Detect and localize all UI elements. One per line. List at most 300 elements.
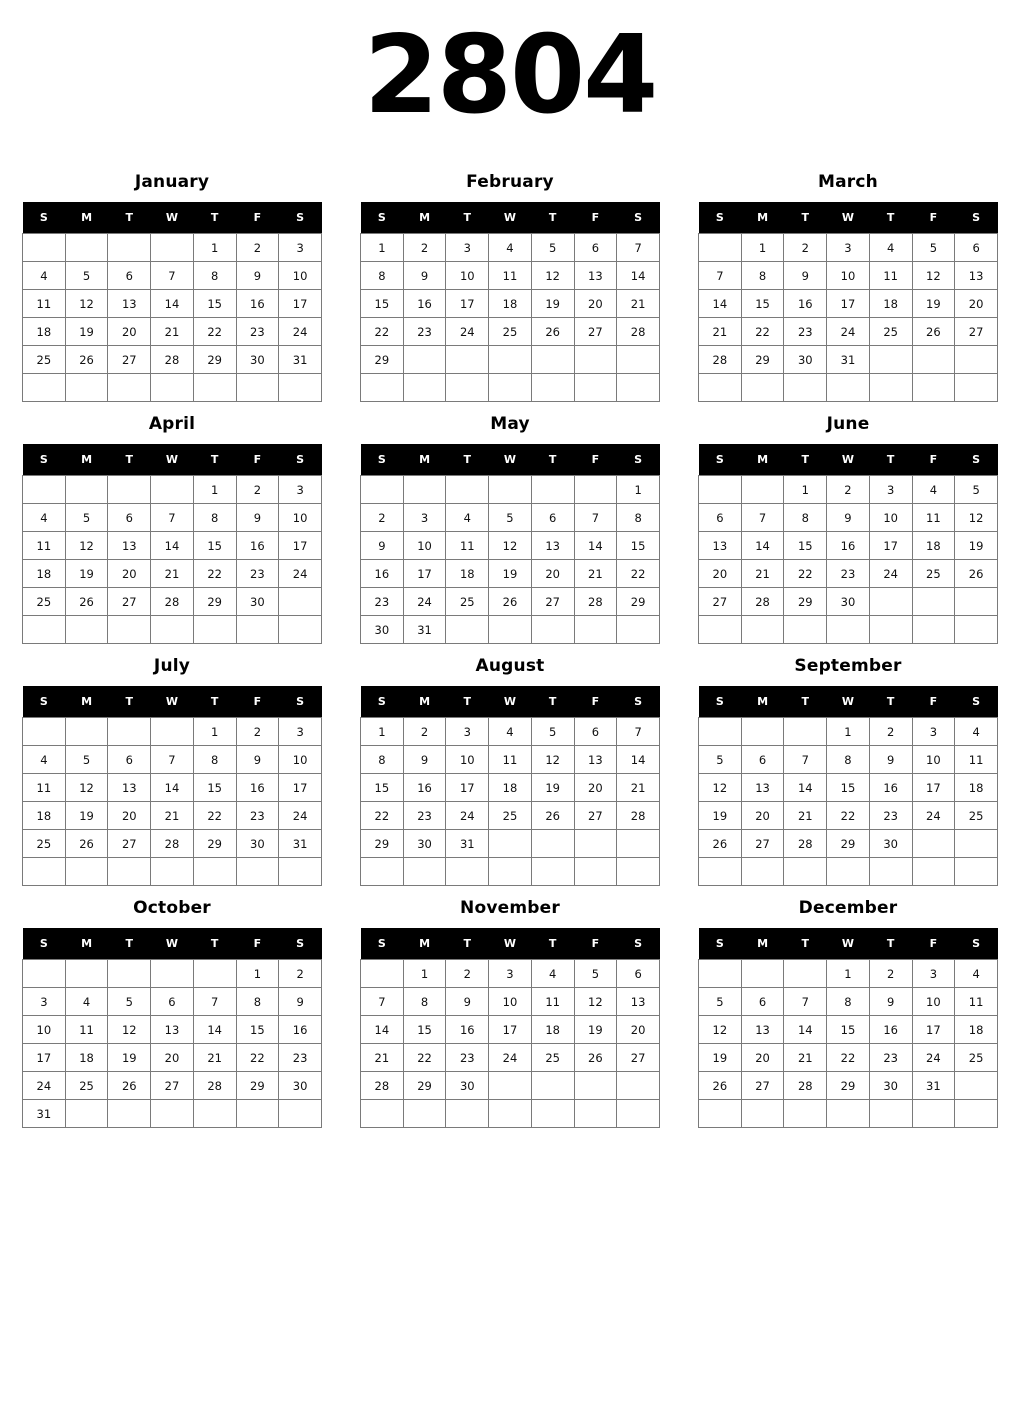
day-cell[interactable]: 21 [361,1044,404,1072]
day-cell[interactable]: 25 [23,588,66,616]
day-cell[interactable]: 15 [193,290,236,318]
day-cell[interactable]: 20 [955,290,998,318]
day-cell[interactable]: 6 [108,504,151,532]
day-cell[interactable]: 10 [446,262,489,290]
day-cell[interactable]: 10 [912,988,955,1016]
day-cell[interactable]: 16 [236,532,279,560]
day-cell[interactable]: 15 [617,532,660,560]
day-cell[interactable]: 12 [699,1016,742,1044]
day-cell[interactable]: 8 [827,988,870,1016]
day-cell[interactable]: 2 [784,234,827,262]
day-cell[interactable]: 26 [489,588,532,616]
day-cell[interactable]: 28 [361,1072,404,1100]
day-cell[interactable]: 7 [151,504,194,532]
day-cell[interactable]: 21 [617,290,660,318]
day-cell[interactable]: 5 [108,988,151,1016]
day-cell[interactable]: 11 [955,746,998,774]
day-cell[interactable]: 28 [193,1072,236,1100]
day-cell[interactable]: 12 [108,1016,151,1044]
day-cell[interactable]: 21 [699,318,742,346]
day-cell[interactable]: 8 [193,262,236,290]
day-cell[interactable]: 9 [784,262,827,290]
day-cell[interactable]: 9 [361,532,404,560]
day-cell[interactable]: 17 [446,774,489,802]
day-cell[interactable]: 20 [531,560,574,588]
day-cell[interactable]: 27 [574,802,617,830]
day-cell[interactable]: 1 [361,234,404,262]
day-cell[interactable]: 9 [869,988,912,1016]
day-cell[interactable]: 4 [23,746,66,774]
day-cell[interactable]: 20 [151,1044,194,1072]
day-cell[interactable]: 25 [531,1044,574,1072]
day-cell[interactable]: 8 [827,746,870,774]
day-cell[interactable]: 23 [827,560,870,588]
day-cell[interactable]: 3 [912,718,955,746]
day-cell[interactable]: 17 [446,290,489,318]
day-cell[interactable]: 7 [193,988,236,1016]
day-cell[interactable]: 9 [869,746,912,774]
day-cell[interactable]: 17 [827,290,870,318]
day-cell[interactable]: 8 [403,988,446,1016]
day-cell[interactable]: 6 [574,718,617,746]
day-cell[interactable]: 29 [403,1072,446,1100]
day-cell[interactable]: 31 [827,346,870,374]
day-cell[interactable]: 25 [489,802,532,830]
day-cell[interactable]: 27 [574,318,617,346]
day-cell[interactable]: 14 [617,746,660,774]
day-cell[interactable]: 3 [869,476,912,504]
day-cell[interactable]: 25 [489,318,532,346]
day-cell[interactable]: 27 [108,830,151,858]
day-cell[interactable]: 27 [531,588,574,616]
day-cell[interactable]: 13 [151,1016,194,1044]
day-cell[interactable]: 16 [446,1016,489,1044]
day-cell[interactable]: 11 [65,1016,108,1044]
day-cell[interactable]: 7 [741,504,784,532]
day-cell[interactable]: 28 [617,802,660,830]
day-cell[interactable]: 20 [108,318,151,346]
day-cell[interactable]: 19 [574,1016,617,1044]
day-cell[interactable]: 24 [23,1072,66,1100]
day-cell[interactable]: 23 [446,1044,489,1072]
day-cell[interactable]: 20 [699,560,742,588]
day-cell[interactable]: 28 [617,318,660,346]
day-cell[interactable]: 10 [279,262,322,290]
day-cell[interactable]: 10 [23,1016,66,1044]
day-cell[interactable]: 18 [23,802,66,830]
day-cell[interactable]: 29 [236,1072,279,1100]
day-cell[interactable]: 13 [108,774,151,802]
day-cell[interactable]: 10 [489,988,532,1016]
day-cell[interactable]: 11 [912,504,955,532]
day-cell[interactable]: 7 [784,988,827,1016]
day-cell[interactable]: 10 [446,746,489,774]
day-cell[interactable]: 14 [193,1016,236,1044]
day-cell[interactable]: 25 [869,318,912,346]
day-cell[interactable]: 19 [108,1044,151,1072]
day-cell[interactable]: 23 [279,1044,322,1072]
day-cell[interactable]: 19 [65,560,108,588]
day-cell[interactable]: 6 [955,234,998,262]
day-cell[interactable]: 26 [699,1072,742,1100]
day-cell[interactable]: 16 [827,532,870,560]
day-cell[interactable]: 19 [912,290,955,318]
day-cell[interactable]: 1 [827,718,870,746]
day-cell[interactable]: 14 [699,290,742,318]
day-cell[interactable]: 18 [446,560,489,588]
day-cell[interactable]: 22 [193,318,236,346]
day-cell[interactable]: 23 [236,802,279,830]
day-cell[interactable]: 24 [403,588,446,616]
day-cell[interactable]: 6 [699,504,742,532]
day-cell[interactable]: 13 [741,1016,784,1044]
day-cell[interactable]: 6 [741,746,784,774]
day-cell[interactable]: 16 [403,774,446,802]
day-cell[interactable]: 4 [955,960,998,988]
day-cell[interactable]: 15 [784,532,827,560]
day-cell[interactable]: 4 [23,504,66,532]
day-cell[interactable]: 9 [403,746,446,774]
day-cell[interactable]: 26 [65,346,108,374]
day-cell[interactable]: 30 [236,830,279,858]
day-cell[interactable]: 15 [827,1016,870,1044]
day-cell[interactable]: 9 [279,988,322,1016]
day-cell[interactable]: 4 [446,504,489,532]
day-cell[interactable]: 12 [65,532,108,560]
day-cell[interactable]: 17 [23,1044,66,1072]
day-cell[interactable]: 15 [827,774,870,802]
day-cell[interactable]: 24 [869,560,912,588]
day-cell[interactable]: 29 [193,588,236,616]
day-cell[interactable]: 5 [699,746,742,774]
day-cell[interactable]: 21 [617,774,660,802]
day-cell[interactable]: 3 [489,960,532,988]
day-cell[interactable]: 27 [741,830,784,858]
day-cell[interactable]: 10 [403,532,446,560]
day-cell[interactable]: 5 [531,718,574,746]
day-cell[interactable]: 18 [23,560,66,588]
day-cell[interactable]: 6 [574,234,617,262]
day-cell[interactable]: 19 [531,290,574,318]
day-cell[interactable]: 27 [741,1072,784,1100]
day-cell[interactable]: 2 [827,476,870,504]
day-cell[interactable]: 7 [361,988,404,1016]
day-cell[interactable]: 21 [193,1044,236,1072]
day-cell[interactable]: 11 [23,774,66,802]
day-cell[interactable]: 4 [955,718,998,746]
day-cell[interactable]: 26 [955,560,998,588]
day-cell[interactable]: 28 [784,830,827,858]
day-cell[interactable]: 21 [784,802,827,830]
day-cell[interactable]: 16 [403,290,446,318]
day-cell[interactable]: 11 [955,988,998,1016]
day-cell[interactable]: 26 [65,830,108,858]
day-cell[interactable]: 12 [65,774,108,802]
day-cell[interactable]: 1 [193,718,236,746]
day-cell[interactable]: 30 [869,830,912,858]
day-cell[interactable]: 25 [23,346,66,374]
day-cell[interactable]: 24 [489,1044,532,1072]
day-cell[interactable]: 4 [65,988,108,1016]
day-cell[interactable]: 14 [617,262,660,290]
day-cell[interactable]: 21 [151,318,194,346]
day-cell[interactable]: 5 [65,504,108,532]
day-cell[interactable]: 18 [869,290,912,318]
day-cell[interactable]: 24 [446,802,489,830]
day-cell[interactable]: 22 [784,560,827,588]
day-cell[interactable]: 22 [827,1044,870,1072]
day-cell[interactable]: 1 [236,960,279,988]
day-cell[interactable]: 15 [403,1016,446,1044]
day-cell[interactable]: 23 [784,318,827,346]
day-cell[interactable]: 1 [741,234,784,262]
day-cell[interactable]: 21 [741,560,784,588]
day-cell[interactable]: 31 [279,830,322,858]
day-cell[interactable]: 7 [151,262,194,290]
day-cell[interactable]: 12 [574,988,617,1016]
day-cell[interactable]: 23 [236,318,279,346]
day-cell[interactable]: 30 [446,1072,489,1100]
day-cell[interactable]: 27 [955,318,998,346]
day-cell[interactable]: 2 [236,234,279,262]
day-cell[interactable]: 8 [361,746,404,774]
day-cell[interactable]: 26 [108,1072,151,1100]
day-cell[interactable]: 7 [784,746,827,774]
day-cell[interactable]: 16 [361,560,404,588]
day-cell[interactable]: 20 [574,290,617,318]
day-cell[interactable]: 12 [489,532,532,560]
day-cell[interactable]: 19 [65,802,108,830]
day-cell[interactable]: 12 [531,262,574,290]
day-cell[interactable]: 1 [403,960,446,988]
day-cell[interactable]: 25 [65,1072,108,1100]
day-cell[interactable]: 23 [361,588,404,616]
day-cell[interactable]: 8 [193,746,236,774]
day-cell[interactable]: 2 [236,718,279,746]
day-cell[interactable]: 25 [23,830,66,858]
day-cell[interactable]: 2 [403,718,446,746]
day-cell[interactable]: 21 [784,1044,827,1072]
day-cell[interactable]: 1 [617,476,660,504]
day-cell[interactable]: 28 [741,588,784,616]
day-cell[interactable]: 19 [531,774,574,802]
day-cell[interactable]: 23 [236,560,279,588]
day-cell[interactable]: 13 [741,774,784,802]
day-cell[interactable]: 2 [361,504,404,532]
day-cell[interactable]: 27 [108,588,151,616]
day-cell[interactable]: 12 [699,774,742,802]
day-cell[interactable]: 6 [741,988,784,1016]
day-cell[interactable]: 13 [108,532,151,560]
day-cell[interactable]: 31 [446,830,489,858]
day-cell[interactable]: 22 [741,318,784,346]
day-cell[interactable]: 22 [361,802,404,830]
day-cell[interactable]: 25 [955,1044,998,1072]
day-cell[interactable]: 11 [23,532,66,560]
day-cell[interactable]: 17 [912,1016,955,1044]
day-cell[interactable]: 7 [617,234,660,262]
day-cell[interactable]: 5 [699,988,742,1016]
day-cell[interactable]: 5 [65,262,108,290]
day-cell[interactable]: 1 [784,476,827,504]
day-cell[interactable]: 25 [912,560,955,588]
day-cell[interactable]: 17 [869,532,912,560]
day-cell[interactable]: 4 [869,234,912,262]
day-cell[interactable]: 7 [699,262,742,290]
day-cell[interactable]: 15 [236,1016,279,1044]
day-cell[interactable]: 5 [574,960,617,988]
day-cell[interactable]: 24 [279,802,322,830]
day-cell[interactable]: 4 [912,476,955,504]
day-cell[interactable]: 6 [617,960,660,988]
day-cell[interactable]: 13 [574,746,617,774]
day-cell[interactable]: 31 [23,1100,66,1128]
day-cell[interactable]: 27 [617,1044,660,1072]
day-cell[interactable]: 27 [699,588,742,616]
day-cell[interactable]: 6 [108,262,151,290]
day-cell[interactable]: 14 [784,1016,827,1044]
day-cell[interactable]: 16 [869,774,912,802]
day-cell[interactable]: 11 [489,746,532,774]
day-cell[interactable]: 3 [446,234,489,262]
day-cell[interactable]: 26 [65,588,108,616]
day-cell[interactable]: 30 [827,588,870,616]
day-cell[interactable]: 11 [489,262,532,290]
day-cell[interactable]: 10 [827,262,870,290]
day-cell[interactable]: 2 [279,960,322,988]
day-cell[interactable]: 9 [236,746,279,774]
day-cell[interactable]: 20 [108,802,151,830]
day-cell[interactable]: 28 [151,346,194,374]
day-cell[interactable]: 26 [912,318,955,346]
day-cell[interactable]: 22 [617,560,660,588]
day-cell[interactable]: 30 [869,1072,912,1100]
day-cell[interactable]: 26 [574,1044,617,1072]
day-cell[interactable]: 9 [446,988,489,1016]
day-cell[interactable]: 14 [741,532,784,560]
day-cell[interactable]: 11 [446,532,489,560]
day-cell[interactable]: 20 [741,802,784,830]
day-cell[interactable]: 30 [236,588,279,616]
day-cell[interactable]: 14 [151,532,194,560]
day-cell[interactable]: 29 [741,346,784,374]
day-cell[interactable]: 4 [531,960,574,988]
day-cell[interactable]: 30 [236,346,279,374]
day-cell[interactable]: 6 [151,988,194,1016]
day-cell[interactable]: 17 [912,774,955,802]
day-cell[interactable]: 31 [403,616,446,644]
day-cell[interactable]: 28 [574,588,617,616]
day-cell[interactable]: 30 [784,346,827,374]
day-cell[interactable]: 31 [279,346,322,374]
day-cell[interactable]: 14 [151,290,194,318]
day-cell[interactable]: 10 [912,746,955,774]
day-cell[interactable]: 15 [361,290,404,318]
day-cell[interactable]: 1 [193,476,236,504]
day-cell[interactable]: 27 [151,1072,194,1100]
day-cell[interactable]: 4 [23,262,66,290]
day-cell[interactable]: 1 [361,718,404,746]
day-cell[interactable]: 3 [403,504,446,532]
day-cell[interactable]: 25 [446,588,489,616]
day-cell[interactable]: 28 [784,1072,827,1100]
day-cell[interactable]: 3 [279,476,322,504]
day-cell[interactable]: 11 [23,290,66,318]
day-cell[interactable]: 29 [361,830,404,858]
day-cell[interactable]: 24 [279,560,322,588]
day-cell[interactable]: 19 [955,532,998,560]
day-cell[interactable]: 23 [403,318,446,346]
day-cell[interactable]: 3 [23,988,66,1016]
day-cell[interactable]: 18 [912,532,955,560]
day-cell[interactable]: 13 [531,532,574,560]
day-cell[interactable]: 11 [869,262,912,290]
day-cell[interactable]: 18 [489,290,532,318]
day-cell[interactable]: 29 [827,1072,870,1100]
day-cell[interactable]: 3 [446,718,489,746]
day-cell[interactable]: 17 [403,560,446,588]
day-cell[interactable]: 2 [403,234,446,262]
day-cell[interactable]: 8 [617,504,660,532]
day-cell[interactable]: 22 [403,1044,446,1072]
day-cell[interactable]: 16 [869,1016,912,1044]
day-cell[interactable]: 26 [531,802,574,830]
day-cell[interactable]: 17 [279,532,322,560]
day-cell[interactable]: 2 [236,476,279,504]
day-cell[interactable]: 22 [193,560,236,588]
day-cell[interactable]: 16 [279,1016,322,1044]
day-cell[interactable]: 12 [65,290,108,318]
day-cell[interactable]: 26 [699,830,742,858]
day-cell[interactable]: 25 [955,802,998,830]
day-cell[interactable]: 18 [65,1044,108,1072]
day-cell[interactable]: 8 [784,504,827,532]
day-cell[interactable]: 8 [193,504,236,532]
day-cell[interactable]: 13 [699,532,742,560]
day-cell[interactable]: 20 [617,1016,660,1044]
day-cell[interactable]: 9 [236,262,279,290]
day-cell[interactable]: 5 [531,234,574,262]
day-cell[interactable]: 29 [617,588,660,616]
day-cell[interactable]: 13 [617,988,660,1016]
day-cell[interactable]: 5 [65,746,108,774]
day-cell[interactable]: 8 [741,262,784,290]
day-cell[interactable]: 4 [489,234,532,262]
day-cell[interactable]: 24 [827,318,870,346]
day-cell[interactable]: 27 [108,346,151,374]
day-cell[interactable]: 29 [827,830,870,858]
day-cell[interactable]: 31 [912,1072,955,1100]
day-cell[interactable]: 22 [236,1044,279,1072]
day-cell[interactable]: 29 [361,346,404,374]
day-cell[interactable]: 9 [236,504,279,532]
day-cell[interactable]: 7 [151,746,194,774]
day-cell[interactable]: 5 [912,234,955,262]
day-cell[interactable]: 28 [151,588,194,616]
day-cell[interactable]: 20 [741,1044,784,1072]
day-cell[interactable]: 17 [279,774,322,802]
day-cell[interactable]: 9 [827,504,870,532]
day-cell[interactable]: 10 [279,504,322,532]
day-cell[interactable]: 17 [489,1016,532,1044]
day-cell[interactable]: 18 [489,774,532,802]
day-cell[interactable]: 19 [699,802,742,830]
day-cell[interactable]: 21 [574,560,617,588]
day-cell[interactable]: 17 [279,290,322,318]
day-cell[interactable]: 5 [955,476,998,504]
day-cell[interactable]: 10 [869,504,912,532]
day-cell[interactable]: 7 [574,504,617,532]
